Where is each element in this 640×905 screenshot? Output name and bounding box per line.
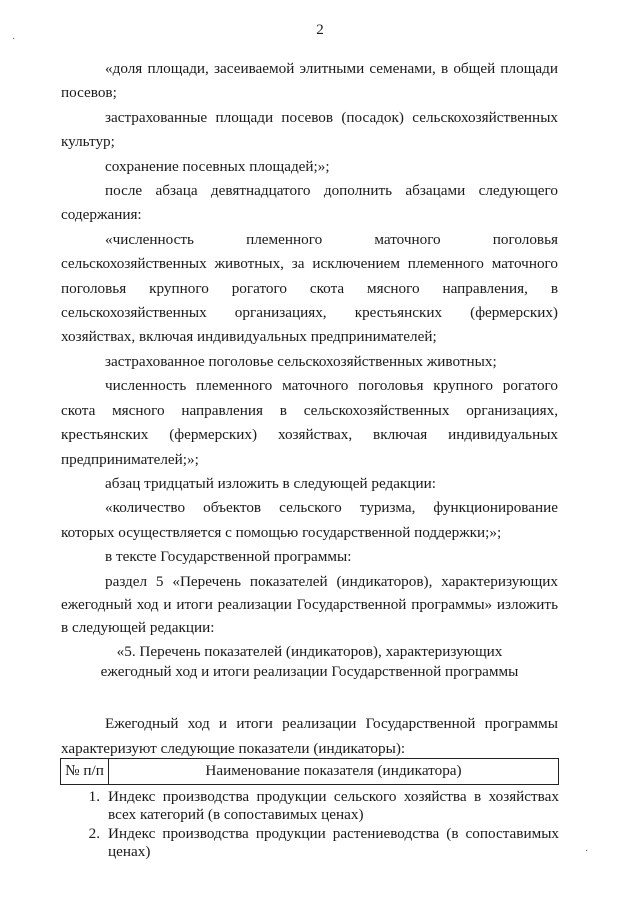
paragraph: застрахованное поголовье сельскохозяйственных животных; <box>105 352 497 370</box>
row-number: 1. <box>88 788 100 805</box>
paragraph: «количество объектов сельского туризма, функционирование которых осуществляется с помощью государственной поддержки;»; <box>61 499 558 541</box>
paragraph: «доля площади, засеиваемой элитными семенами, в общей площади посевов; <box>61 60 558 102</box>
paragraph: численность племенного маточного поголовья крупного рогатого скота мясного направления в сельскохозяйственных организациях, крестьянских (фермерских) хозяйствах, включая индивидуальных предпринимателей;»; <box>61 377 558 468</box>
column-header-number: № п/п <box>61 759 109 784</box>
row-number: 2. <box>88 825 100 842</box>
paragraph: сохранение посевных площадей;»; <box>105 157 330 175</box>
page-number: 2 <box>316 22 324 38</box>
table-row <box>60 825 559 861</box>
paragraph: после абзаца девятнадцатого дополнить абзацами следующего содержания: <box>61 182 558 224</box>
table-header <box>60 758 559 785</box>
paragraph: абзац тридцатый изложить в следующей редакции: <box>105 474 436 492</box>
section-heading-line: «5. Перечень показателей (индикаторов), характеризующих <box>116 643 503 661</box>
paragraph: застрахованные площади посевов (посадок) сельскохозяйственных культур; <box>61 108 558 151</box>
scan-mark: · <box>12 34 16 45</box>
indicators-table <box>60 758 559 861</box>
column-header-name: Наименование показателя (индикатора) <box>205 762 462 779</box>
scan-mark: · <box>585 846 589 857</box>
row-name: Индекс производства продукции растениеводства (в сопоставимых ценах) <box>108 825 559 860</box>
row-name: Индекс производства продукции сельского хозяйства в хозяйствах всех категорий (в сопоставимых ценах) <box>108 788 559 823</box>
intro-paragraph: Ежегодный ход и итоги реализации Государственной программы характеризуют следующие показатели (индикаторы): <box>61 715 558 757</box>
paragraph: «численность племенного маточного поголовья сельскохозяйственных животных, за исключением племенного маточного поголовья крупного рогатого скота мясного направления, в сельскохозяйственных организациях, крестьянских (фермерских) хозяйствах, включая индивидуальных предпринимателей; <box>61 230 558 346</box>
spacer <box>61 681 558 712</box>
section-heading-line: ежегодный ход и итоги реализации Государственной программы <box>100 662 519 680</box>
table-row <box>60 788 559 824</box>
paragraph: раздел 5 «Перечень показателей (индикаторов), характеризующих ежегодный ход и итоги реализации Государственной программы» изложить в следующей редакции: <box>61 572 558 636</box>
document-body <box>61 57 558 761</box>
section-heading <box>61 642 558 681</box>
paragraph: в тексте Государственной программы: <box>105 548 352 566</box>
